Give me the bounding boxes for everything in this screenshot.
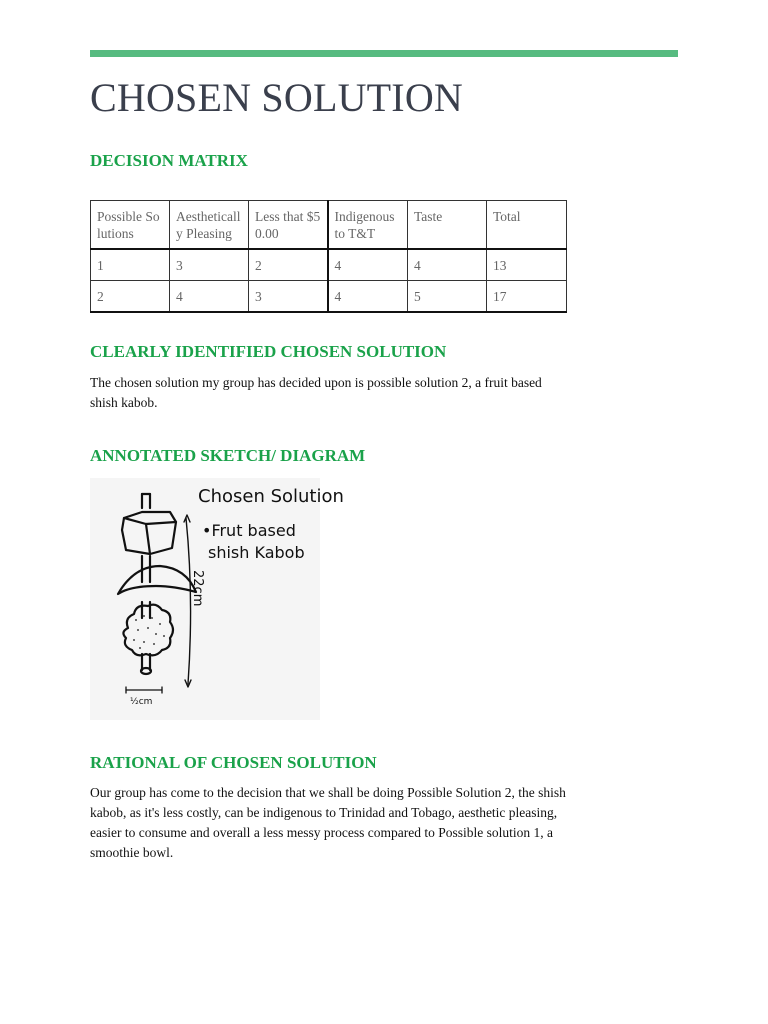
sketch-height-annotation: 22cm [190,570,205,607]
kabob-sketch-drawing [90,478,344,720]
table-cell: 2 [91,281,170,313]
table-header-row [91,201,567,250]
table-header-cell: Total [487,201,567,250]
chosen-solution-text: The chosen solution my group has decided upon is possible solution 2, a fruit based shish kabob. [90,375,542,410]
sketch-label-title: Chosen Solution [198,486,344,507]
table-cell: 3 [249,281,328,313]
table-header-cell: Indigenous to T&T [328,201,408,250]
sketch-label-line2: shish Kabob [208,543,305,562]
table-cell: 2 [249,249,328,281]
table-header-cell: Aesthetically Pleasing [170,201,249,250]
table-cell: 17 [487,281,567,313]
table-cell: 4 [328,281,408,313]
sketch-width-annotation: ½cm [130,697,153,707]
rationale-heading: RATIONAL OF CHOSEN SOLUTION [90,753,377,772]
rationale-text: Our group has come to the decision that we shall be doing Possible Solution 2, the shish kabob, as it's less costly, can be indigenous to Trinidad and Tobago, aesthetic pleasing, easier to consume and overall a less messy process compared to Possible solution 1, a smoothie bowl. [90,785,566,860]
table-cell: 13 [487,249,567,281]
table-cell: 1 [91,249,170,281]
table-header-cell: Less that $50.00 [249,201,328,250]
table-cell: 3 [170,249,249,281]
decision-matrix-table [90,200,567,313]
table-cell: 4 [408,249,487,281]
sketch-heading: ANNOTATED SKETCH/ DIAGRAM [90,446,366,465]
table-cell: 4 [328,249,408,281]
decision-matrix-heading: DECISION MATRIX [90,151,248,170]
table-row [91,281,567,313]
top-accent-bar [90,50,678,57]
page-title: CHOSEN SOLUTION [90,75,463,120]
table-header-cell: Possible Solutions [91,201,170,250]
table-header-cell: Taste [408,201,487,250]
table-row [91,249,567,281]
sketch-label-line1: •Frut based [202,521,296,540]
table-cell: 5 [408,281,487,313]
table-cell: 4 [170,281,249,313]
annotated-sketch-image [90,478,344,720]
chosen-solution-heading: CLEARLY IDENTIFIED CHOSEN SOLUTION [90,342,447,361]
